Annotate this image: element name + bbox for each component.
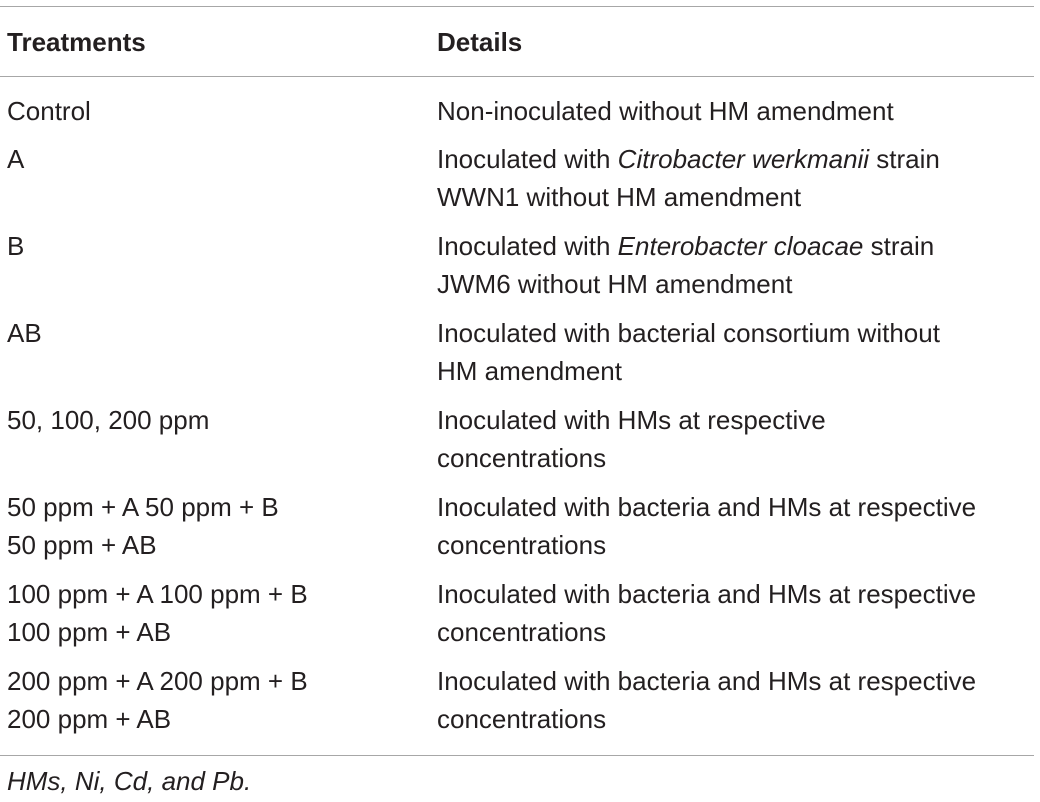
header-bottom-rule [0, 76, 1034, 77]
details-line [437, 613, 976, 651]
details-line [437, 439, 826, 477]
header-details: Details [437, 27, 523, 57]
treatment-text: 50 ppm + AB [7, 530, 157, 560]
details-cell [437, 140, 940, 216]
details-text: concentrations [437, 443, 607, 473]
treatment-text: 50, 100, 200 ppm [7, 405, 210, 435]
details-line [437, 488, 976, 526]
table-top-rule [0, 6, 1034, 7]
treatment-text: 200 ppm + A 200 ppm + B [7, 666, 308, 696]
details-line [437, 352, 940, 390]
details-text: HM amendment [437, 356, 622, 386]
details-text: JWM6 without HM amendment [437, 269, 793, 299]
table-row [0, 92, 1040, 140]
treatment-cell [7, 92, 91, 130]
details-cell [437, 314, 940, 390]
details-text: Inoculated with bacteria and HMs at respective [437, 666, 977, 696]
treatment-text: A [7, 144, 25, 174]
details-text: Inoculated with bacteria and HMs at respective [437, 492, 977, 522]
treatment-text: 50 ppm + A 50 ppm + B [7, 492, 279, 522]
table-row [0, 314, 1040, 401]
details-line [437, 92, 894, 130]
treatment-cell [7, 314, 42, 352]
details-line [437, 140, 940, 178]
details-text: strain [869, 144, 940, 174]
treatment-text: 100 ppm + A 100 ppm + B [7, 579, 308, 609]
treatment-text: 100 ppm + AB [7, 617, 172, 647]
details-text: concentrations [437, 530, 607, 560]
details-text: Non-inoculated without HM amendment [437, 96, 894, 126]
details-text: Inoculated with [437, 231, 618, 261]
details-cell [437, 575, 976, 651]
treatment-cell [7, 227, 24, 265]
details-line [437, 401, 826, 439]
table-row [0, 575, 1040, 662]
details-text: Inoculated with bacterial consortium without [437, 318, 940, 348]
treatment-cell [7, 575, 308, 651]
table-body [0, 92, 1040, 749]
header-treatments: Treatments [7, 27, 146, 57]
details-line [437, 526, 976, 564]
table-row [0, 140, 1040, 227]
details-line [437, 227, 934, 265]
treatment-text: 200 ppm + AB [7, 704, 172, 734]
treatment-text: Control [7, 96, 91, 126]
details-text: Inoculated with HMs at respective [437, 405, 826, 435]
treatment-cell [7, 488, 279, 564]
table-header-row [0, 22, 1040, 62]
details-cell [437, 488, 976, 564]
details-text: Inoculated with [437, 144, 618, 174]
treatment-cell [7, 401, 209, 439]
details-line [437, 178, 940, 216]
table-row [0, 227, 1040, 314]
table-bottom-rule [0, 755, 1034, 756]
details-cell [437, 92, 894, 130]
table-footnote: HMs, Ni, Cd, and Pb. [7, 766, 252, 796]
details-cell [437, 662, 976, 738]
details-text: concentrations [437, 617, 607, 647]
details-text: WWN1 without HM amendment [437, 182, 802, 212]
species-name: Enterobacter cloacae [617, 231, 864, 261]
treatment-cell [7, 140, 24, 178]
treatment-text: B [7, 231, 25, 261]
species-name: Citrobacter werkmanii [617, 144, 870, 174]
treatment-text: AB [7, 318, 42, 348]
details-cell [437, 401, 826, 477]
table-row [0, 401, 1040, 488]
details-line [437, 314, 940, 352]
table-row [0, 488, 1040, 575]
details-line [437, 265, 934, 303]
details-cell [437, 227, 934, 303]
table-row [0, 662, 1040, 749]
details-line [437, 575, 976, 613]
details-text: Inoculated with bacteria and HMs at respective [437, 579, 977, 609]
treatment-cell [7, 662, 308, 738]
details-line [437, 662, 976, 700]
details-text: strain [863, 231, 935, 261]
details-text: concentrations [437, 704, 607, 734]
details-line [437, 700, 976, 738]
